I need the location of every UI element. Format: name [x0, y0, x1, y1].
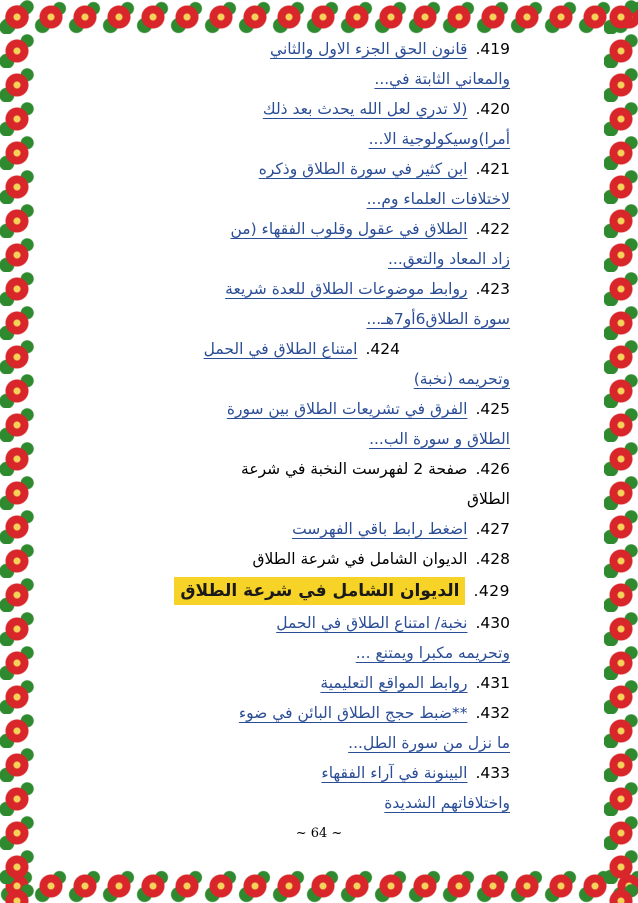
index-list	[38, 34, 510, 818]
index-text-continuation: الطلاق	[466, 490, 510, 508]
item-number: 430.	[475, 614, 510, 632]
index-link[interactable]: قانون الحق الجزء الاول والثاني	[270, 40, 468, 58]
list-item	[38, 94, 510, 154]
item-number: 433.	[475, 764, 510, 782]
index-link-continuation[interactable]: والمعاني الثابتة في...	[374, 70, 510, 88]
list-item	[38, 34, 510, 94]
list-item	[38, 608, 510, 668]
list-item	[38, 394, 510, 454]
item-number: 423.	[475, 280, 510, 298]
index-link-continuation[interactable]: وتحريمه (نخبة)	[413, 370, 510, 388]
list-item	[38, 274, 510, 334]
page-number: ~ 64 ~	[295, 826, 343, 841]
index-link[interactable]: الفرق في تشريعات الطلاق بين سورة	[226, 400, 468, 418]
book-title-banner[interactable]: الديوان الشامل في شرعة الطلاق	[174, 577, 465, 605]
list-item	[38, 544, 510, 574]
item-number: 426.	[475, 460, 510, 478]
poinsettia-border-top	[0, 0, 638, 34]
item-number: 424.	[365, 340, 400, 358]
index-link[interactable]: ابن كثير في سورة الطلاق وذكره	[258, 160, 468, 178]
list-item	[38, 514, 510, 544]
index-link[interactable]: **ضبط حجج الطلاق البائن في ضوء	[238, 704, 468, 722]
list-item	[38, 454, 510, 514]
item-number: 429.	[473, 582, 510, 600]
index-link[interactable]: روابط موضوعات الطلاق للعدة شريعة	[225, 280, 468, 298]
index-link-continuation[interactable]: زاد المعاد والتعق...	[387, 250, 510, 268]
list-item	[38, 214, 510, 274]
index-link[interactable]: اضغط رابط باقي الفهرست	[292, 520, 468, 538]
index-link[interactable]: روابط المواقع التعليمية	[320, 674, 468, 692]
item-number: 420.	[475, 100, 510, 118]
item-number: 432.	[475, 704, 510, 722]
poinsettia-border-bottom	[0, 869, 638, 903]
item-number: 428.	[475, 550, 510, 568]
poinsettia-border-left	[0, 0, 34, 903]
list-item	[38, 334, 510, 394]
list-item	[38, 698, 510, 758]
item-number: 419.	[475, 40, 510, 58]
index-link[interactable]: (لا تدري لعل الله يحدث بعد ذلك	[262, 100, 468, 118]
index-link-continuation[interactable]: أمرا)وسيكولوجية الا...	[368, 130, 510, 148]
list-item	[38, 758, 510, 818]
list-item	[38, 668, 510, 698]
list-item	[38, 574, 510, 608]
item-number: 431.	[475, 674, 510, 692]
index-text: الديوان الشامل في شرعة الطلاق	[252, 550, 468, 568]
index-text: صفحة 2 لفهرست النخبة في شرعة	[241, 460, 468, 478]
index-link-continuation[interactable]: ما نزل من سورة الطل...	[348, 734, 510, 752]
index-link[interactable]: امتناع الطلاق في الحمل	[203, 340, 358, 358]
index-link[interactable]: الطلاق في عقول وقلوب الفقهاء (من	[230, 220, 468, 238]
index-link[interactable]: نخبة/ امتناع الطلاق في الحمل	[276, 614, 468, 632]
index-link[interactable]: البينونة في آراء الفقهاء	[321, 764, 468, 782]
item-number: 422.	[475, 220, 510, 238]
index-link-continuation[interactable]: لاختلافات العلماء وم...	[366, 190, 510, 208]
poinsettia-border-right	[604, 0, 638, 903]
item-number: 425.	[475, 400, 510, 418]
list-item	[38, 154, 510, 214]
item-number: 421.	[475, 160, 510, 178]
index-link-continuation[interactable]: سورة الطلاق6أو7هـ...	[366, 310, 510, 328]
item-number: 427.	[475, 520, 510, 538]
index-link-continuation[interactable]: وتحريمه مكبرا ويمتنع ...	[355, 644, 510, 662]
index-link-continuation[interactable]: الطلاق و سورة الب...	[369, 430, 510, 448]
index-link-continuation[interactable]: واختلافاتهم الشديدة	[384, 794, 510, 812]
